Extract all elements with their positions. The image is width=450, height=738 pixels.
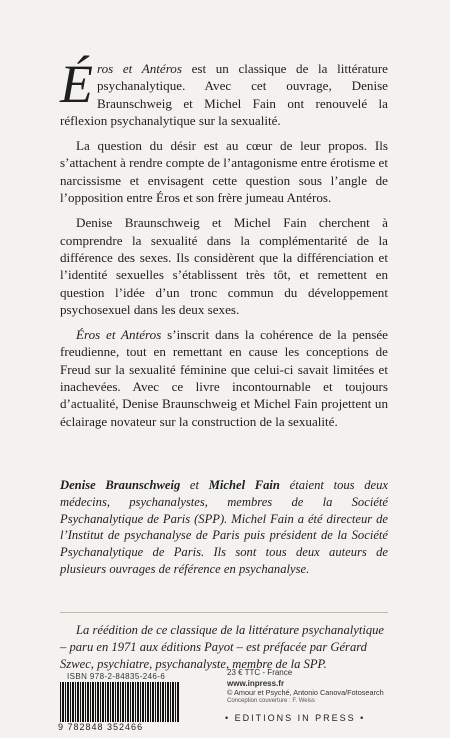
paragraph-1 [60, 54, 388, 129]
publisher-info [227, 668, 437, 706]
publisher-name: • EDITIONS IN PRESS • [225, 713, 366, 723]
book-title-ref: ros et Antéros [97, 61, 182, 76]
drop-cap: É [60, 54, 93, 114]
paragraph-4 [60, 326, 388, 430]
paragraph-2: La question du désir est au cœur de leur propos. Ils s’attachent à rendre compte de l’antagonisme entre érotisme et narcissisme et envisagent cette question sous l’angle de l’opposition entre Éros et son frère jumeau Antéros. [60, 138, 388, 206]
price: 23 € TTC - France [227, 668, 293, 677]
barcode-digits: 9 782848 352466 [58, 722, 144, 732]
isbn: ISBN 978-2-84835-246-6 [67, 672, 166, 681]
authors-bio-text: étaient tous deux médecins, psychanalystes, membres de la Société Psychanalytique de Paris (SPP). Michel Fain a été directeur de l’Institut de psychanalyse de Paris puis président de la Société Psychanalytique de Paris. Ils sont tous deux auteurs de plusieurs ouvrages de référence en psychanalyse. [60, 478, 389, 576]
author-join: et [180, 478, 209, 492]
cover-design-credit: Conception couverture : F. Weiss [227, 698, 315, 704]
paragraph-4-text: s’inscrit dans la cohérence de la pensée freudienne, tout en remettant en cause les conceptions de Freud sur la sexualité féminine que celui-ci savait limitées et inachevées. Avec ce livre incontournable et toujours d’actualité, Denise Braunschweig et Michel Fain projettent un éclairage novateur sur la construction de la sexualité. [60, 327, 388, 429]
barcode [60, 682, 180, 722]
divider [60, 612, 388, 613]
author-2: Michel Fain [208, 478, 280, 492]
paragraph-1-text: est un classique de la littérature psychanalytique. Avec cet ouvrage, Denise Braunschweig et Michel Fain ont renouvelé la réflexion psychanalytique sur la sexualité. [60, 61, 388, 128]
image-credit: © Amour et Psyché, Antonio Canova/Fotosearch [227, 688, 384, 697]
author-1: Denise Braunschweig [60, 478, 181, 492]
intro-text [60, 54, 388, 438]
paragraph-3: Denise Braunschweig et Michel Fain cherchent à comprendre la sexualité dans la complémentarité de la différence des sexes. Ils considèrent que la différenciation et l’identité sexuelles s’établissent très tôt, et remettent en question l’idée d’un tronc commun du développement psychosexuel dans les deux sexes. [60, 215, 388, 317]
website: www.inpress.fr [227, 679, 285, 688]
book-title-ref-2: Éros et Antéros [76, 327, 162, 343]
authors-bio [60, 477, 388, 578]
edition-note-text: La réédition de ce classique de la littérature psychanalytique – paru en 1971 aux éditions Payot – est préfacée par Gérard Szwec, psychiatre, psychanalyste, membre de la SPP. [60, 623, 385, 671]
footer [0, 660, 450, 738]
